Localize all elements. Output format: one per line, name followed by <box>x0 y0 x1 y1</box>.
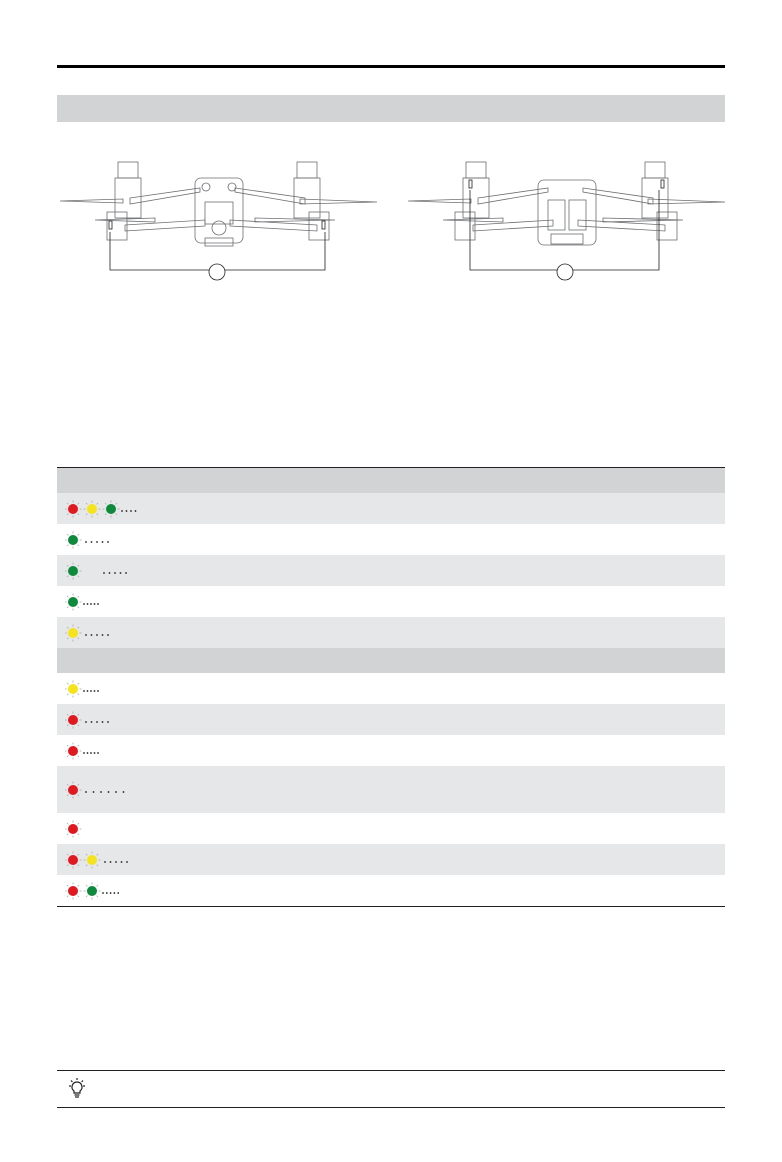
blink-pattern-dot <box>114 892 116 894</box>
blink-pattern-dot <box>121 510 123 512</box>
green-led-icon <box>65 531 82 548</box>
led-indicator-group <box>57 524 118 555</box>
blink-pattern-dot <box>87 690 89 692</box>
red-led-icon <box>65 851 82 868</box>
table-section-header <box>57 648 725 673</box>
yellow-led-icon <box>84 500 101 517</box>
blink-pattern-dot <box>87 603 89 605</box>
led-indicator-group <box>57 735 106 766</box>
blink-pattern-dot <box>85 791 87 793</box>
page-edge-mark <box>768 0 782 30</box>
blink-pattern-dot <box>107 634 109 636</box>
led-indicator-group <box>57 875 126 906</box>
blink-pattern-dot <box>97 690 99 692</box>
aircraft-front-view-illustration <box>55 150 385 290</box>
yellow-led-icon <box>65 680 82 697</box>
green-led-icon <box>65 593 82 610</box>
table-row <box>57 555 725 586</box>
blink-pattern-dot <box>115 791 117 793</box>
red-led-icon <box>65 711 82 728</box>
blink-pattern-dot <box>96 721 98 723</box>
led-indicator-group <box>57 586 106 617</box>
blink-pattern-dot <box>85 721 87 723</box>
red-led-icon <box>65 882 82 899</box>
blink-pattern-dot <box>97 603 99 605</box>
table-row <box>57 524 725 555</box>
blink-pattern-dot <box>83 690 85 692</box>
blink-pattern-dot <box>94 690 96 692</box>
blink-pattern-dot <box>123 791 125 793</box>
blink-pattern-dot <box>85 634 87 636</box>
blink-pattern-dot <box>102 892 104 894</box>
blink-pattern-dot <box>106 892 108 894</box>
led-indicator-group <box>57 673 106 704</box>
blink-pattern-dot <box>120 572 122 574</box>
blink-pattern-dot <box>121 861 123 863</box>
blink-pattern-dot <box>91 541 93 543</box>
blink-pattern-dot <box>103 572 105 574</box>
led-indicator-group <box>57 844 137 875</box>
blink-pattern-dot <box>110 861 112 863</box>
blink-pattern-dot <box>94 752 96 754</box>
blink-pattern-dot <box>125 572 127 574</box>
blink-pattern-dot <box>115 861 117 863</box>
blink-pattern-dot <box>107 721 109 723</box>
led-indicator-group <box>57 704 118 735</box>
blink-pattern-dot <box>109 572 111 574</box>
blink-pattern-dot <box>102 721 104 723</box>
table-row <box>57 735 725 766</box>
led-indicator-group <box>57 766 135 813</box>
led-indicator-group <box>57 617 118 648</box>
green-led-icon <box>65 562 82 579</box>
table-row <box>57 493 725 524</box>
blink-pattern-dot <box>126 861 128 863</box>
blink-pattern-dot <box>126 510 128 512</box>
blink-pattern-dot <box>91 634 93 636</box>
blink-pattern-dot <box>108 791 110 793</box>
table-row <box>57 844 725 875</box>
blink-pattern-dot <box>102 634 104 636</box>
led-status-table <box>57 467 725 907</box>
blink-pattern-dot <box>91 721 93 723</box>
blink-pattern-dot <box>130 510 132 512</box>
blink-pattern-dot <box>90 603 92 605</box>
blink-pattern-dot <box>100 791 102 793</box>
table-row <box>57 704 725 735</box>
blink-pattern-dot <box>107 541 109 543</box>
blink-pattern-dot <box>135 510 137 512</box>
table-row <box>57 875 725 906</box>
blink-pattern-dot <box>85 541 87 543</box>
blink-pattern-dot <box>94 603 96 605</box>
blink-pattern-dot <box>96 541 98 543</box>
table-row <box>57 766 725 813</box>
yellow-led-icon <box>84 851 101 868</box>
led-indicator-group <box>57 813 92 844</box>
blink-pattern-dot <box>87 752 89 754</box>
blink-pattern-dot <box>93 791 95 793</box>
red-led-icon <box>65 742 82 759</box>
red-led-icon <box>65 781 82 798</box>
table-row <box>57 617 725 648</box>
table-row <box>57 673 725 704</box>
yellow-led-icon <box>65 624 82 641</box>
blink-pattern-dot <box>114 572 116 574</box>
blink-pattern-dot <box>104 861 106 863</box>
tip-box <box>57 1070 725 1108</box>
section-heading-bar <box>57 95 725 122</box>
blink-pattern-dot <box>96 634 98 636</box>
green-led-icon <box>103 500 120 517</box>
blink-pattern-dot <box>90 752 92 754</box>
blink-pattern-dot <box>83 603 85 605</box>
blink-pattern-dot <box>97 752 99 754</box>
blink-pattern-dot <box>117 892 119 894</box>
table-row <box>57 586 725 617</box>
led-indicator-group <box>57 493 144 524</box>
aircraft-rear-view-illustration <box>403 150 733 290</box>
green-led-icon <box>84 882 101 899</box>
blink-pattern-dot <box>102 541 104 543</box>
header-rule <box>57 65 725 68</box>
red-led-icon <box>65 500 82 517</box>
lightbulb-icon <box>65 1077 89 1101</box>
led-indicator-group <box>57 555 136 586</box>
table-section-header <box>57 468 725 493</box>
blink-pattern-dot <box>90 690 92 692</box>
blink-pattern-dot <box>83 752 85 754</box>
blink-pattern-dot <box>110 892 112 894</box>
table-row <box>57 813 725 844</box>
red-led-icon <box>65 820 82 837</box>
